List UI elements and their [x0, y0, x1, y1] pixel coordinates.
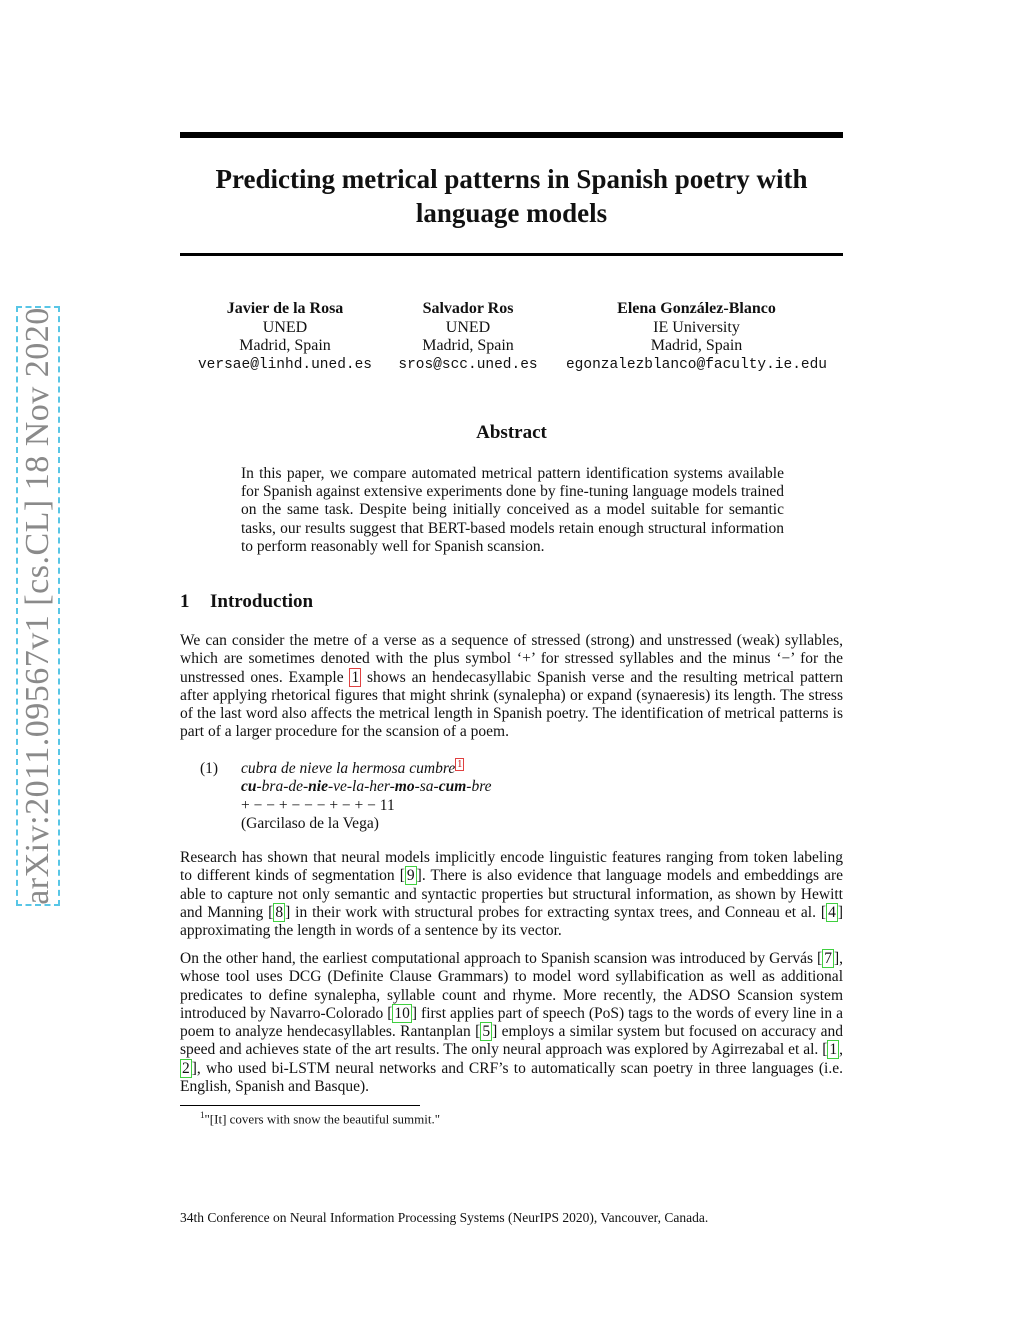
section-number: 1 [180, 591, 190, 612]
syllable-line [241, 778, 492, 796]
footnote [200, 1110, 440, 1127]
unstressed-syllable: -sa- [414, 778, 439, 796]
arxiv-stamp[interactable] [16, 306, 60, 906]
unstressed-syllable: -bra-de- [256, 778, 309, 796]
text-run: We can consider the metre of a verse as a sequence of stressed (strong) and unstressed (weak) syllables, which are sometimes denoted with the plus symbol ‘+’ for stressed syllables and the minus ‘−’ for the unstressed ones. Example [180, 632, 843, 686]
intro-paragraph-3: On the other hand, the earliest computational approach to Spanish scansion was introduced by Gervás [ 7 ], whose tool uses DCG (Definite Clause Grammars) to model word syllabification as well as additional predicates to define synalepha, syllable count and rhyme. More recently, the ADSO Scansion system introduced by Navarro-Colorado [ 10 ] first applies part of speech (PoS) tags to the words of every line in a poem to analyze hendecasyllables. Rantanplan [ 5 ] employs a similar system but focused on accuracy and speed and achieves state of the art results. The only neural approach was explored by Agirrezabal et al. [ 1 , 2 ], who used bi-LSTM neural networks and CRF’s to automatically scan poetry in three languages (i.e. English, Spanish and Basque). [180, 950, 843, 1096]
citation-link[interactable]: 7 [824, 950, 832, 967]
stressed-syllable: nie [308, 778, 328, 796]
author-location: Madrid, Spain [422, 337, 514, 354]
text-run: Research has shown that neural models implicitly encode linguistic features ranging from token labeling to different kinds of segmentation [180, 849, 843, 885]
citation-link[interactable]: 2 [182, 1059, 190, 1077]
author-name: Elena González-Blanco [617, 300, 776, 317]
author-affiliation: UNED [445, 318, 491, 336]
footnote-link[interactable]: 1 [457, 759, 463, 770]
citation-link[interactable]: 8 [275, 903, 284, 921]
title-line-2: language models [415, 198, 608, 228]
citation-link[interactable]: 4 [828, 903, 836, 921]
author-affiliation: IE University [653, 318, 740, 336]
title-line-1: Predicting metrical patterns in Spanish poetry with [215, 164, 808, 194]
paper-title [180, 162, 843, 230]
text-run: in their work with structural probes for extracting syntax trees, and Conneau et al. [290, 903, 821, 921]
intro-paragraph-2: Research has shown that neural models implicitly encode linguistic features ranging from token labeling to different kinds of segmentation [ 9 ]. There is also evidence that language models and embeddings are able to capture not only semantic and syntactic properties but structural information, as shown by Hewitt and Manning [ 8 ] in their work with structural probes for extracting syntax trees, and Conneau et al. [ 4 ] approximating the length in words of a sentence by its vector. [180, 849, 843, 940]
footnote-mark: 1 [200, 1110, 205, 1120]
unstressed-syllable: -ve-la-her- [327, 778, 395, 796]
text-run: first applies part of speech (PoS) tags to the words of every line in a poem to analyze hendecasyllables. Rantanplan [180, 1004, 843, 1041]
author-email[interactable]: versae@linhd.uned.es [197, 356, 373, 373]
citation-link[interactable]: 10 [394, 1004, 410, 1022]
author-3 [555, 300, 838, 374]
conference-footer: 34th Conference on Neural Information Processing Systems (NeurIPS 2020), Vancouver, Canada. [180, 1210, 709, 1225]
title-rule-bottom [180, 253, 843, 256]
footnote-text: "[It] covers with snow the beautiful summit." [204, 1111, 441, 1127]
author-2 [388, 300, 548, 374]
author-1 [160, 300, 410, 374]
abstract-heading: Abstract [476, 422, 547, 443]
text-run: . There is also evidence that language models and embeddings are able to capture not only semantic and syntactic properties but structural information, as shown by Hewitt and Manning [180, 867, 843, 921]
author-email[interactable]: egonzalezblanco@faculty.ie.edu [565, 356, 828, 373]
arxiv-stamp-text: arXiv:2011.09567v1 [cs.CL] 18 Nov 2020 [19, 307, 56, 905]
citation-link[interactable]: 9 [406, 867, 415, 885]
stressed-syllable: mo [394, 778, 415, 796]
verse-attribution: (Garcilaso de la Vega) [241, 815, 379, 833]
author-block [180, 300, 843, 380]
verse-text: cubra de nieve la hermosa cumbre [241, 760, 456, 778]
unstressed-syllable: -bre [466, 778, 492, 796]
text-run: , whose tool uses DCG (Definite Clause Grammars) to model word syllabification as well as additional predicates to define synalepha, syllable count and rhyme. More recently, the ADSO Scansion system introduced by Navarro-Colorado [180, 950, 843, 1022]
text-run: , who used bi-LSTM neural networks and CRF’s to automatically scan poetry in three languages (i.e. English, Spanish and Basque). [180, 1059, 843, 1096]
example-link[interactable]: 1 [351, 668, 360, 686]
author-affiliation: UNED [262, 318, 308, 336]
text-run: On the other hand, the earliest computational approach to Spanish scansion was introduced by Gervás [180, 950, 818, 967]
section-heading [180, 591, 313, 613]
author-name: Salvador Ros [422, 300, 514, 317]
intro-paragraph-1 [180, 632, 843, 742]
author-email[interactable]: sros@scc.uned.es [398, 356, 538, 373]
footnote-rule [180, 1105, 420, 1106]
example-number: (1) [200, 760, 219, 777]
citation-link[interactable]: 5 [482, 1023, 491, 1041]
author-name: Javier de la Rosa [226, 300, 344, 317]
stressed-syllable: cum [438, 778, 467, 796]
author-location: Madrid, Spain [239, 337, 331, 354]
author-location: Madrid, Spain [650, 337, 743, 354]
text-run: shows an hendecasyllabic Spanish verse and the resulting metrical pattern after applying rhetorical figures that might shrink (synalepha) or expand (synaeresis) its length. The stress of the last word also affects the metrical length in Spanish poetry. The identification of metrical patterns is part of a larger procedure for the scansion of a poem. [180, 668, 843, 741]
text-run: employs a similar system but focused on accuracy and speed and achieves state of the art results. The only neural approach was explored by Agirrezabal et al. [180, 1023, 843, 1059]
abstract-text: In this paper, we compare automated metrical pattern identification systems available for Spanish against extensive experiments done by fine-tuning language models trained on the same task. Despite being initially conceived as a model suitable for semantic tasks, our results suggest that BERT-based models retain enough structural information to perform reasonably well for Spanish scansion. [241, 465, 784, 555]
verse-line [241, 760, 492, 778]
stressed-syllable: cu [241, 778, 257, 796]
text-run: approximating the length in words of a sentence by its vector. [180, 922, 562, 940]
metrical-pattern: + − − + − − − + − + − 11 [241, 796, 395, 814]
title-rule-top [180, 132, 843, 138]
section-title: Introduction [210, 591, 314, 612]
citation-link[interactable]: 1 [829, 1041, 838, 1059]
example-body [241, 760, 492, 833]
